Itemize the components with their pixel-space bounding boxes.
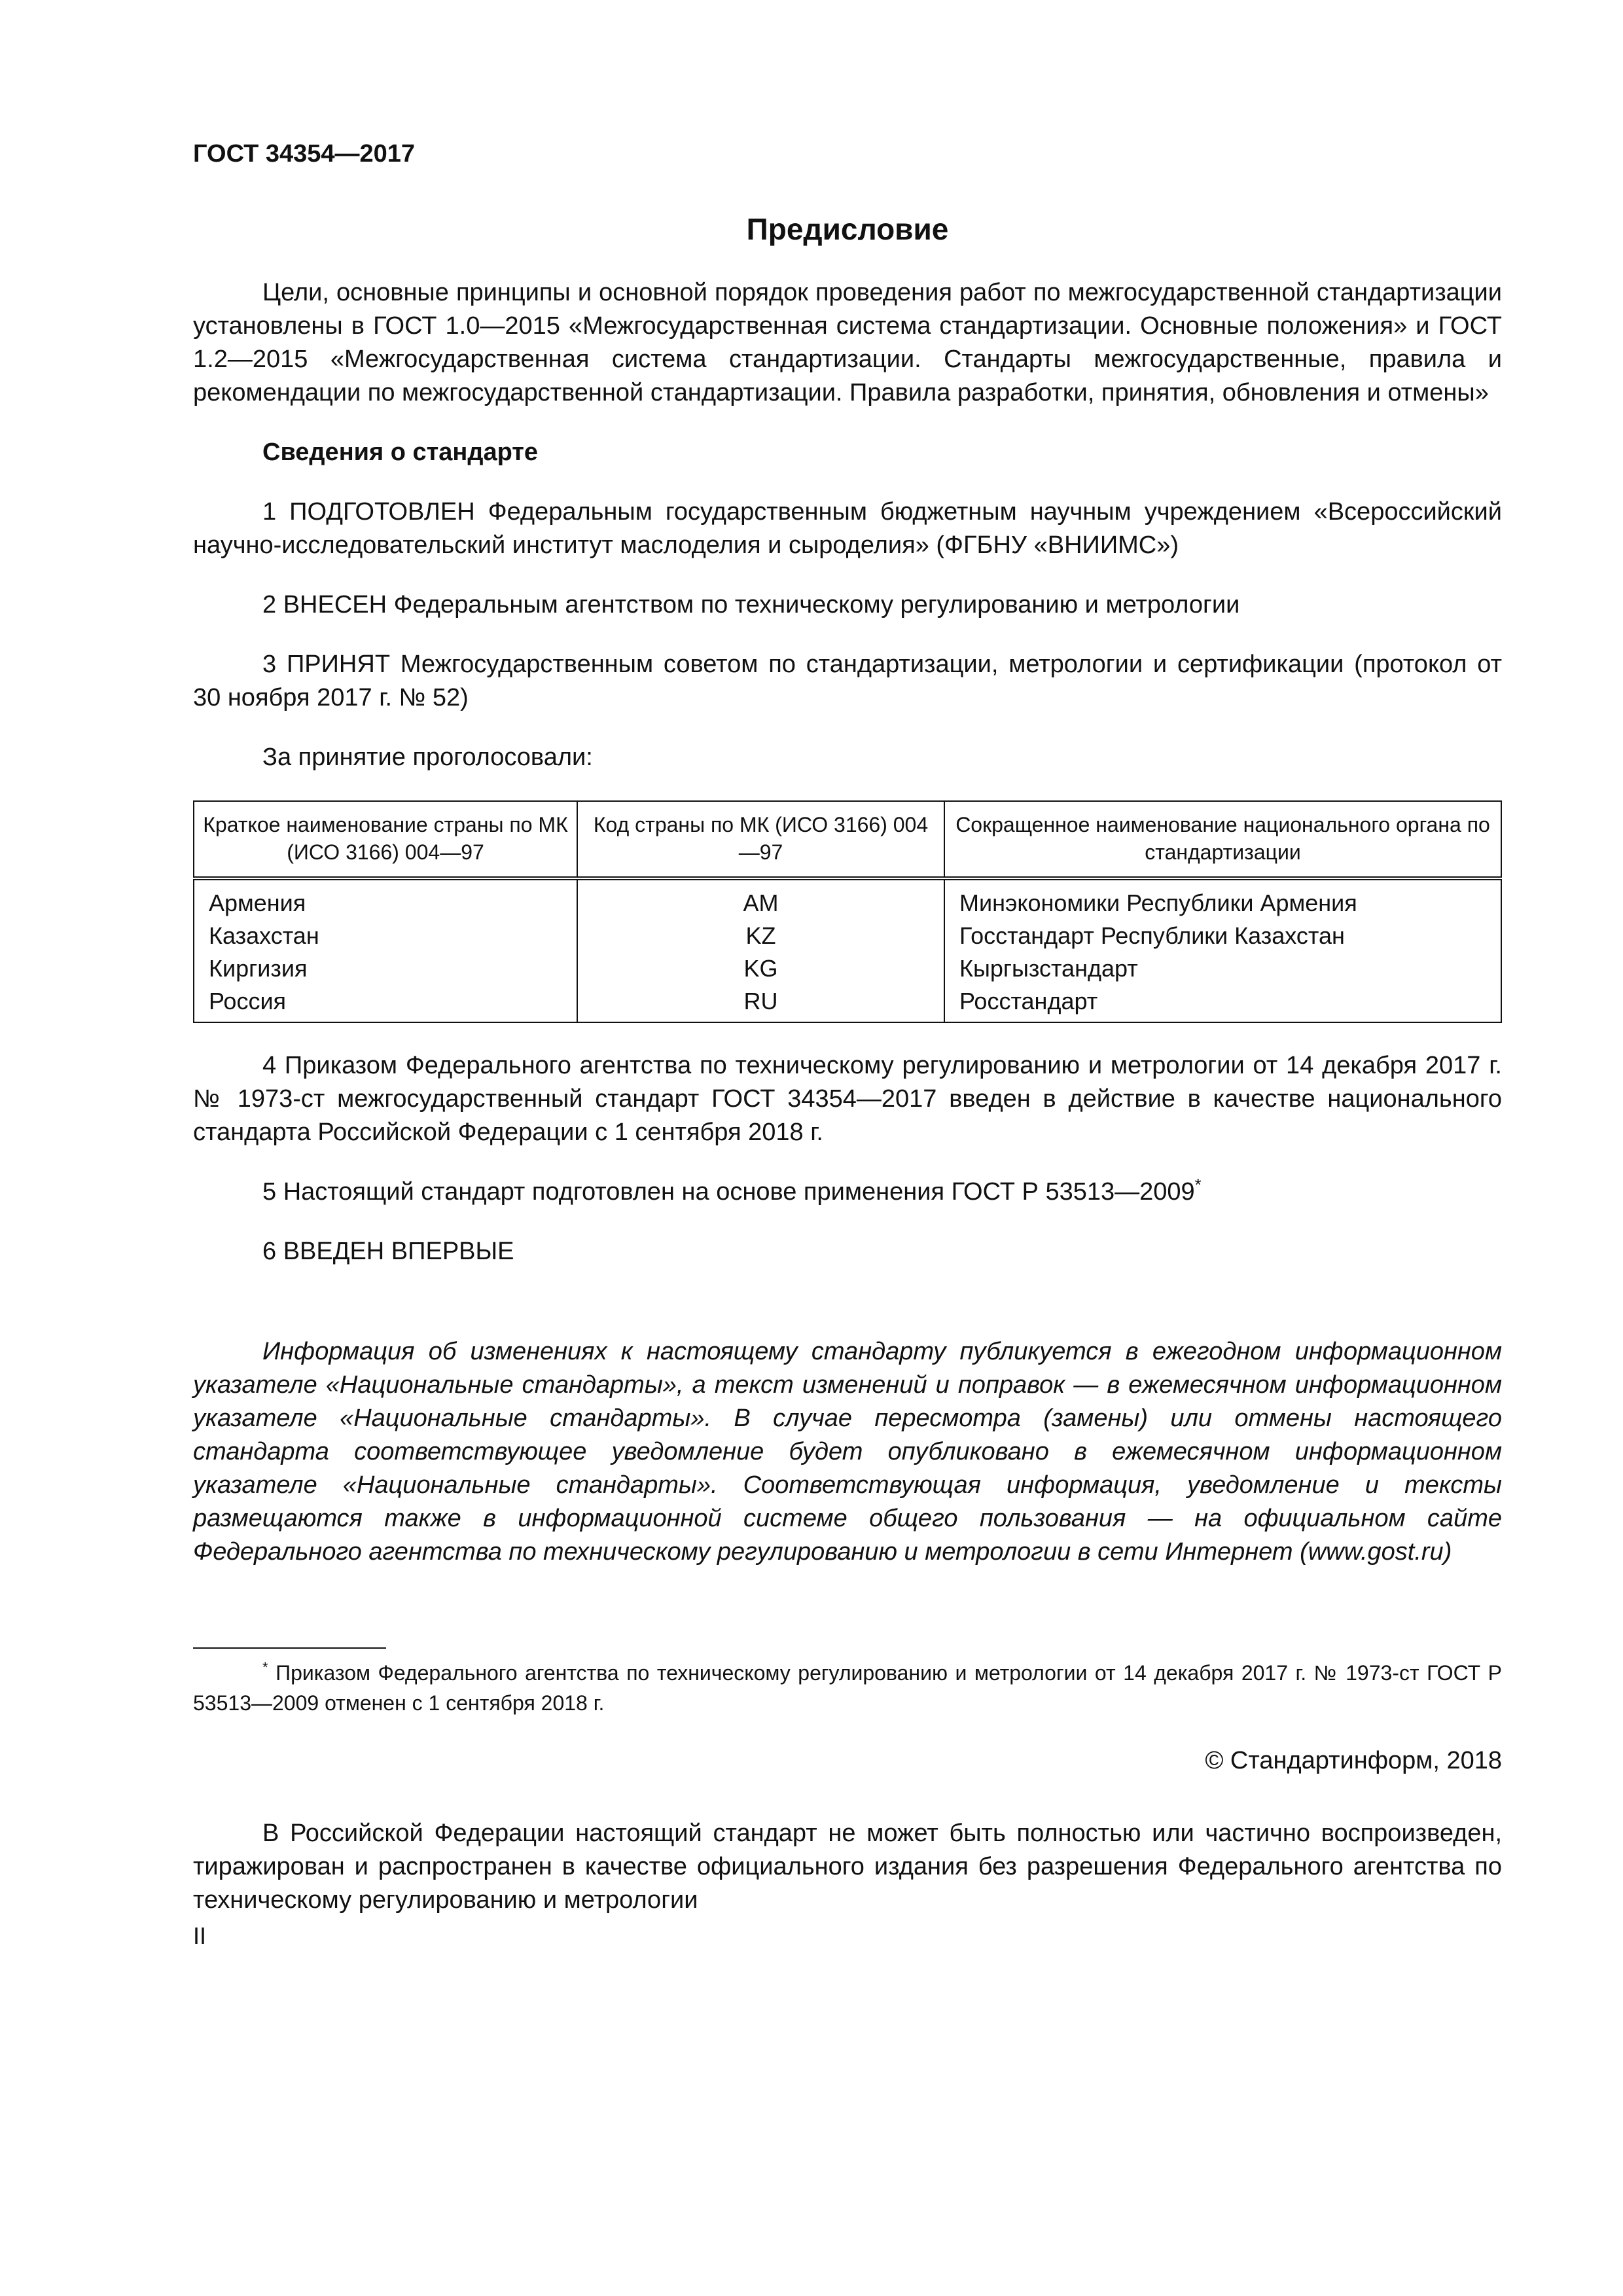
cell-code: AM (577, 878, 944, 920)
item-prepared: 1 ПОДГОТОВЛЕН Федеральным государственным бюджетным научным учреждением «Всероссийский научно-исследовательский институт маслоделия и сыроделия» (ФГБНУ «ВНИИМС») (193, 498, 1502, 559)
item-adopted: 3 ПРИНЯТ Межгосударственным советом по стандартизации, метрологии и сертификации (протокол от 30 ноября 2017 г. № 52) (193, 651, 1502, 711)
cell-country: Армения (194, 878, 577, 920)
table-header-row (194, 801, 1501, 878)
header-country-code: Код страны по МК (ИСО 3166) 004—97 (577, 801, 944, 878)
standard-code: ГОСТ 34354—2017 (193, 140, 416, 168)
header-standards-body: Сокращенное наименование национального органа по стандартизации (944, 801, 1501, 878)
changes-info-notice: Информация об изменениях к настоящему стандарту публикуется в ежегодном информационном указателе «Национальные стандарты», а текст изменений и поправок — в ежемесячном информационном указателе «Национальные стандарты». В случае пересмотра (замены) или отмены настоящего стандарта соответствующее уведомление будет опубликовано в ежемесячном информационном указателе «Национальные стандарты». Соответствующая информация, уведомление и тексты размещаются также в информационной системе общего пользования — на официальном сайте Федерального агентства по техническому регулированию и метрологии в сети Интернет (www.gost.ru) (193, 1338, 1502, 1566)
table-row (194, 878, 1501, 920)
cell-code: RU (577, 985, 944, 1022)
cell-country: Россия (194, 985, 577, 1022)
document-page (193, 137, 1502, 1951)
item-enacted: 4 Приказом Федерального агентства по техническому регулированию и метрологии от 14 декабря 2017 г. № 1973-ст межгосударственный стандарт ГОСТ 34354—2017 введен в действие в качестве национального стандарта Российской Федерации с 1 сентября 2018 г. (193, 1052, 1502, 1146)
item-first-introduced: 6 ВВЕДЕН ВПЕРВЫЕ (262, 1238, 514, 1265)
intro-paragraph: Цели, основные принципы и основной порядок проведения работ по межгосударственной стандартизации установлены в ГОСТ 1.0—2015 «Межгосударственная система стандартизации. Основные положения» и ГОСТ 1.2—2015 «Межгосударственная система стандартизации. Стандарты межгосударственные, правила и рекомендации по межгосударственной стандартизации. Правила разработки, принятия, обновления и отмены» (193, 279, 1502, 406)
cell-country: Казахстан (194, 920, 577, 952)
cell-body: Госстандарт Республики Казахстан (944, 920, 1501, 952)
cell-body: Росстандарт (944, 985, 1501, 1022)
item-basis-text: 5 Настоящий стандарт подготовлен на основе применения ГОСТ Р 53513—2009 (262, 1178, 1195, 1206)
voting-table (193, 800, 1502, 1023)
table-row (194, 985, 1501, 1022)
page-number: II (193, 1922, 207, 1949)
cell-body: Кыргызстандарт (944, 952, 1501, 985)
footnote-reference: * (1194, 1175, 1202, 1194)
header-country-name: Краткое наименование страны по МК (ИСО 3166) 004—97 (194, 801, 577, 878)
table-row (194, 920, 1501, 952)
cell-code: KZ (577, 920, 944, 952)
vote-intro: За принятие проголосовали: (262, 744, 593, 771)
page-title: Предисловие (746, 212, 949, 246)
footnote-mark: * (262, 1659, 268, 1676)
footnote (193, 1658, 1502, 1718)
legal-notice: В Российской Федерации настоящий стандарт не может быть полностью или частично воспроизведен, тиражирован и распространен в качестве официального издания без разрешения Федерального агентства по техническому регулированию и метрологии (193, 1820, 1502, 1914)
item-basis (193, 1175, 1502, 1209)
footnote-divider (193, 1647, 386, 1649)
section-title: Сведения о стандарте (262, 439, 539, 466)
item-submitted: 2 ВНЕСЕН Федеральным агентством по техническому регулированию и метрологии (262, 591, 1240, 619)
cell-country: Киргизия (194, 952, 577, 985)
table-row (194, 952, 1501, 985)
footnote-text: Приказом Федерального агентства по техническому регулированию и метрологии от 14 декабря 2017 г. № 1973-ст ГОСТ Р 53513—2009 отменен с 1 сентября 2018 г. (193, 1661, 1503, 1715)
cell-body: Минэкономики Республики Армения (944, 878, 1501, 920)
copyright: © Стандартинформ, 2018 (1205, 1747, 1502, 1774)
cell-code: KG (577, 952, 944, 985)
